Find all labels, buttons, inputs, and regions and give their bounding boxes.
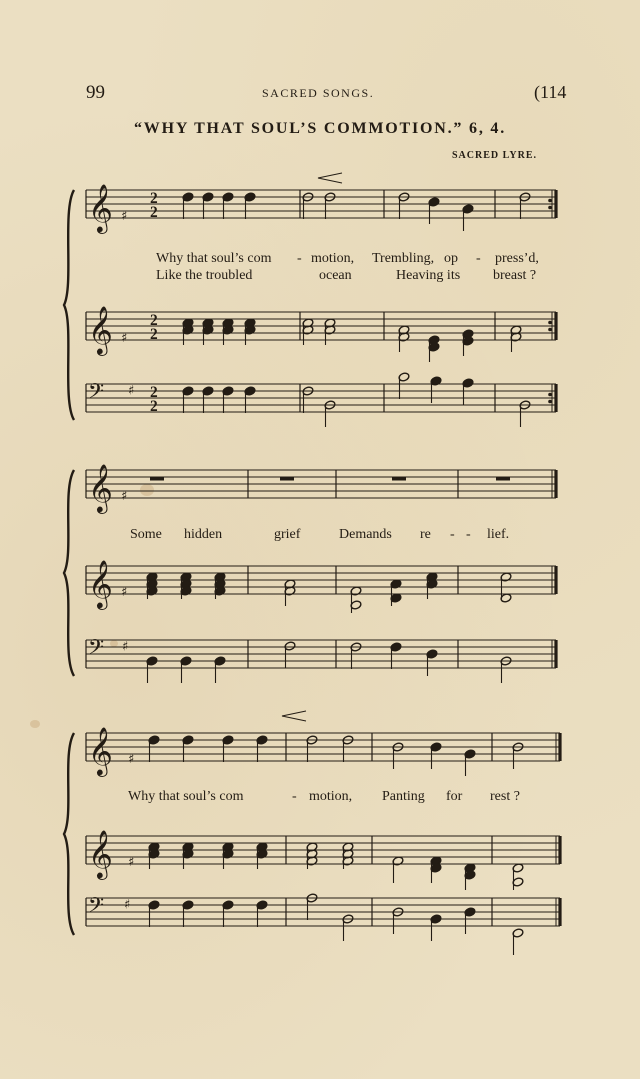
time-signature-bottom: 2 bbox=[150, 204, 158, 221]
sharp-icon: ♯ bbox=[128, 383, 135, 399]
whole-rest bbox=[280, 477, 294, 481]
lyric-word: op bbox=[444, 251, 458, 266]
treble-clef-icon: 𝄞 bbox=[88, 463, 113, 512]
sharp-icon: ♯ bbox=[121, 585, 128, 601]
brace bbox=[64, 733, 74, 935]
lyric-word: re bbox=[420, 527, 431, 542]
sharp-icon: ♯ bbox=[128, 855, 135, 871]
lyric-word: Why that soul’s com bbox=[156, 251, 272, 266]
hymn-title: “WHY THAT SOUL’S COMMOTION.” 6, 4. bbox=[133, 120, 507, 137]
repeat-dot bbox=[548, 393, 552, 397]
lyric-hyphen: - bbox=[292, 789, 297, 804]
lyric-word: Like the troubled bbox=[156, 268, 253, 283]
treble-clef-icon: 𝄞 bbox=[88, 829, 113, 878]
brace bbox=[64, 190, 74, 420]
lyric-word: ocean bbox=[319, 268, 352, 283]
lyric-word: motion, bbox=[309, 789, 353, 804]
lyric-hyphen: - bbox=[297, 251, 302, 266]
tune-attribution: SACRED LYRE. bbox=[452, 150, 537, 161]
page-number: 99 bbox=[86, 82, 105, 103]
lyric-word: press’d, bbox=[495, 251, 539, 266]
whole-rest bbox=[496, 477, 510, 481]
lyric-word: Demands bbox=[339, 527, 392, 542]
time-signature-top: 2 bbox=[150, 190, 158, 207]
sharp-icon: ♯ bbox=[121, 209, 128, 225]
time-signature-top: 2 bbox=[150, 312, 158, 329]
whole-rest bbox=[392, 477, 406, 481]
time-signature-top: 2 bbox=[150, 384, 158, 401]
crescendo-mark bbox=[318, 173, 342, 183]
lyric-word: Panting bbox=[382, 789, 425, 804]
treble-clef-icon: 𝄞 bbox=[88, 559, 113, 608]
bass-clef-icon: 𝄢 bbox=[88, 893, 105, 923]
lyric-hyphen: - bbox=[466, 527, 471, 542]
lyric-word: grief bbox=[274, 527, 301, 542]
lyric-word: Heaving its bbox=[396, 268, 461, 283]
bass-clef-icon: 𝄢 bbox=[88, 635, 105, 665]
lyric-word: lief. bbox=[487, 527, 510, 542]
sharp-icon: ♯ bbox=[122, 639, 129, 655]
treble-clef-icon: 𝄞 bbox=[88, 183, 113, 232]
crescendo-mark bbox=[282, 711, 306, 721]
repeat-dot bbox=[548, 321, 552, 325]
sharp-icon: ♯ bbox=[121, 331, 128, 347]
brace bbox=[64, 470, 74, 676]
repeat-dot bbox=[548, 400, 552, 404]
repeat-dot bbox=[548, 328, 552, 332]
lyric-word: breast ? bbox=[493, 268, 537, 283]
treble-clef-icon: 𝄞 bbox=[88, 726, 113, 775]
lyric-word: hidden bbox=[184, 527, 223, 542]
running-head: SACRED SONGS. bbox=[262, 86, 375, 100]
lyric-word: Why that soul’s com bbox=[128, 789, 244, 804]
repeat-dot bbox=[548, 206, 552, 210]
lyric-word: Trembling, bbox=[372, 251, 435, 266]
lyric-hyphen: - bbox=[450, 527, 455, 542]
lyric-word: Some bbox=[130, 527, 162, 542]
bass-clef-icon: 𝄢 bbox=[88, 379, 105, 409]
sharp-icon: ♯ bbox=[121, 489, 128, 505]
lyric-word: rest ? bbox=[490, 789, 520, 804]
lyric-word: for bbox=[446, 789, 463, 804]
lyric-hyphen: - bbox=[476, 251, 481, 266]
time-signature-bottom: 2 bbox=[150, 326, 158, 343]
treble-clef-icon: 𝄞 bbox=[88, 305, 113, 354]
sharp-icon: ♯ bbox=[124, 897, 131, 913]
whole-rest bbox=[150, 477, 164, 481]
lyric-word: motion, bbox=[311, 251, 355, 266]
repeat-dot bbox=[548, 199, 552, 203]
sharp-icon: ♯ bbox=[128, 752, 135, 768]
hymn-reference: (114 bbox=[534, 82, 567, 102]
time-signature-bottom: 2 bbox=[150, 398, 158, 415]
